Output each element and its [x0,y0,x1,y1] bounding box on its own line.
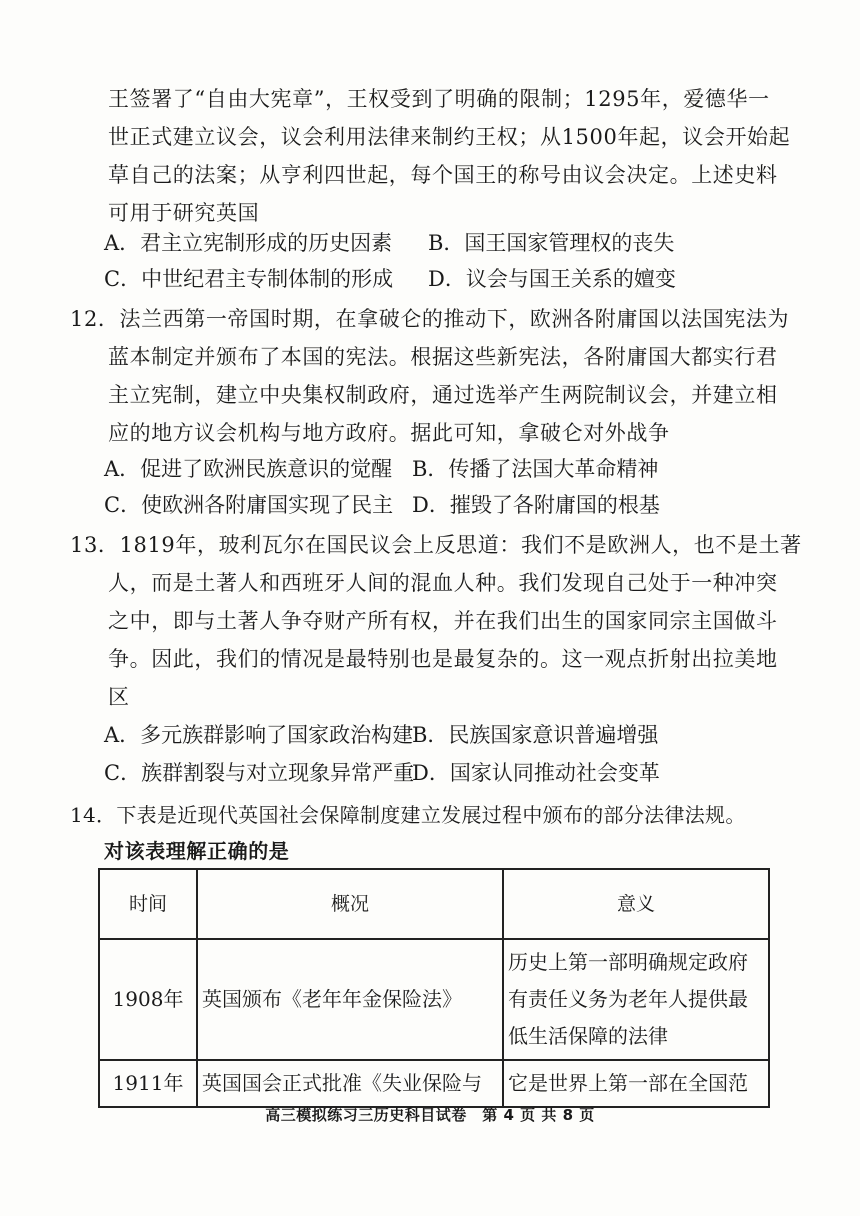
table-row [99,939,769,1060]
q11-line-1: 王签署了“自由大宪章”，王权受到了明确的限制；1295年，爱德华一 [108,87,770,111]
table-row [99,1060,769,1107]
q13-line-4: 争。因此，我们的情况是最特别也是最复杂的。这一观点折射出拉美地 [108,647,778,671]
q12-option-a: A．促进了欧洲民族意识的觉醒 [104,457,393,481]
law-table [98,868,770,1108]
q11-option-d: D．议会与国王关系的嬗变 [428,267,676,291]
header-significance: 意义 [503,869,769,939]
q12-line-1: 12．法兰西第一帝国时期，在拿破仑的推动下，欧洲各附庸国以法国宪法为 [70,307,790,331]
page-footer: 高三模拟练习三历史科目试卷 第 4 页 共 8 页 [265,1106,595,1124]
q13-line-1: 13．1819年，玻利瓦尔在国民议会上反思道：我们不是欧洲人，也不是土著 [70,533,802,557]
row-significance: 历史上第一部明确规定政府有责任义务为老年人提供最低生活保障的法律 [503,939,769,1060]
q11-option-c: C．中世纪君主专制体制的形成 [104,267,394,291]
row-overview: 英国颁布《老年年金保险法》 [197,939,503,1060]
q12-line-2: 蓝本制定并颁布了本国的宪法。根据这些新宪法，各附庸国大都实行君 [108,345,778,369]
row-significance: 它是世界上第一部在全国范 [503,1060,769,1107]
q14-line-2: 对该表理解正确的是 [104,839,290,863]
q13-option-c: C．族群割裂与对立现象异常严重 [104,761,415,785]
row-overview: 英国国会正式批准《失业保险与 [197,1060,503,1107]
q11-line-2: 世正式建立议会，议会利用法律来制约王权；从1500年起，议会开始起 [108,125,791,149]
table-header-row [99,869,769,939]
q13-option-a: A．多元族群影响了国家政治构建 [104,723,414,747]
q12-option-c: C．使欧洲各附庸国实现了民主 [104,493,394,517]
q12-line-4: 应的地方议会机构与地方政府。据此可知，拿破仑对外战争 [108,421,670,445]
q12-option-b: B．传播了法国大革命精神 [412,457,659,481]
q14-line-1: 14．下表是近现代英国社会保障制度建立发展过程中颁布的部分法律法规。 [70,803,746,827]
row-time: 1908年 [99,939,197,1060]
q11-line-4: 可用于研究英国 [108,201,260,225]
q11-option-b: B．国王国家管理权的丧失 [428,231,675,255]
q12-option-d: D．摧毁了各附庸国的根基 [412,493,660,517]
q13-line-3: 之中，即与土著人争夺财产所有权，并在我们出生的国家同宗主国做斗 [108,609,778,633]
header-time: 时间 [99,869,197,939]
row-time: 1911年 [99,1060,197,1107]
q13-option-b: B．民族国家意识普遍增强 [412,723,659,747]
q13-option-d: D．国家认同推动社会变革 [412,761,660,785]
q12-line-3: 主立宪制，建立中央集权制政府，通过选举产生两院制议会，并建立相 [108,383,778,407]
q13-line-5: 区 [108,685,130,709]
q11-line-3: 草自己的法案；从亨利四世起，每个国王的称号由议会决定。上述史料 [108,163,778,187]
header-overview: 概况 [197,869,503,939]
q13-line-2: 人，而是土著人和西班牙人间的混血人种。我们发现自己处于一种冲突 [108,571,778,595]
q11-option-a: A．君主立宪制形成的历史因素 [104,231,393,255]
